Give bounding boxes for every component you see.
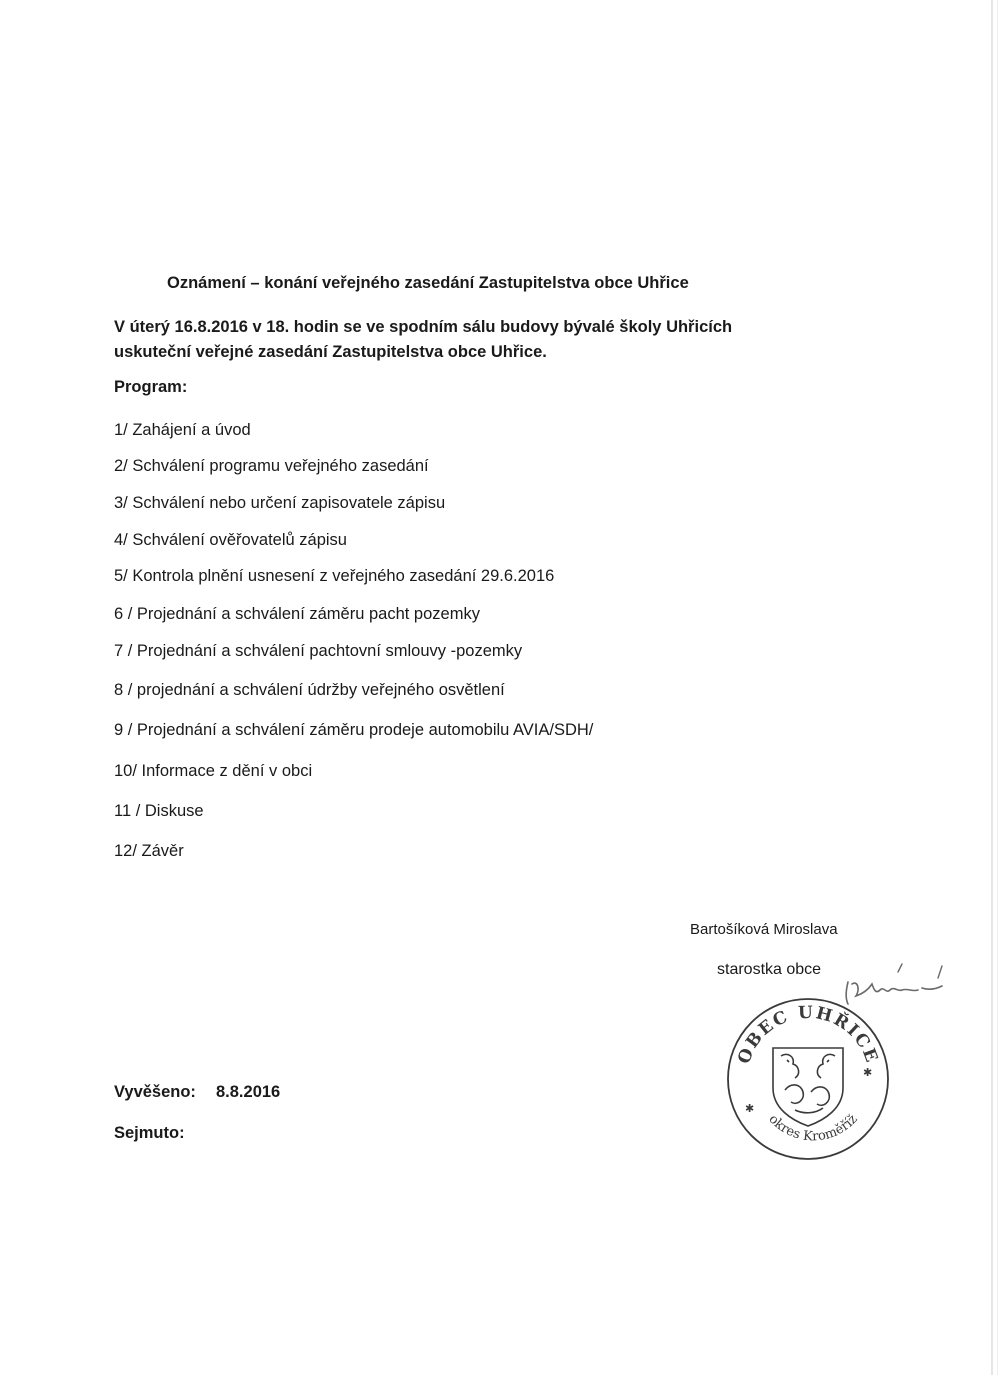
agenda-item: 3/ Schválení nebo určení zapisovatele zápisu xyxy=(114,494,446,512)
scan-edge xyxy=(991,0,993,1375)
coat-of-arms-icon xyxy=(773,1048,843,1126)
intro-line-1: V úterý 16.8.2016 v 18. hodin se ve spodním sálu budovy bývalé školy Uhřicích xyxy=(114,318,733,336)
municipal-stamp xyxy=(725,996,891,1162)
stamp-top-text: OBEC UHŘICE xyxy=(734,1002,882,1067)
agenda-item: 9 / Projednání a schválení záměru prodeje automobilu AVIA/SDH/ xyxy=(114,721,594,739)
posted-date: 8.8.2016 xyxy=(216,1083,281,1101)
signatory-role: starostka obce xyxy=(717,961,822,978)
removed-label: Sejmuto: xyxy=(114,1124,185,1142)
signatory-name: Bartošíková Miroslava xyxy=(690,921,838,938)
agenda-item: 4/ Schválení ověřovatelů zápisu xyxy=(114,531,347,549)
svg-text:✱: ✱ xyxy=(745,1102,755,1115)
agenda-item: 1/ Zahájení a úvod xyxy=(114,421,251,439)
svg-text:okres Kroměříž xyxy=(765,1112,860,1145)
posted-row xyxy=(114,1083,280,1102)
scan-edge xyxy=(997,0,998,1375)
agenda-item: 6 / Projednání a schválení záměru pacht pozemky xyxy=(114,605,480,623)
agenda-item: 12/ Závěr xyxy=(114,842,184,860)
notice-title: Oznámení – konání veřejného zasedání Zastupitelstva obce Uhřice xyxy=(167,274,689,292)
intro-line-2: uskuteční veřejné zasedání Zastupitelstva obce Uhřice. xyxy=(114,343,547,361)
agenda-item: 10/ Informace z dění v obci xyxy=(114,762,313,780)
program-label: Program: xyxy=(114,378,188,396)
agenda-item: 11 / Diskuse xyxy=(114,802,204,820)
stamp-bottom-text: okres Kroměříž xyxy=(765,1111,861,1145)
svg-text:OBEC UHŘICE xyxy=(734,1003,882,1067)
svg-text:✱: ✱ xyxy=(863,1066,873,1079)
posted-label: Vyvěšeno: xyxy=(114,1083,196,1101)
agenda-item: 7 / Projednání a schválení pachtovní smlouvy -pozemky xyxy=(114,642,523,660)
agenda-item: 2/ Schválení programu veřejného zasedání xyxy=(114,457,429,475)
notice-intro xyxy=(114,315,732,365)
agenda-item: 5/ Kontrola plnění usnesení z veřejného zasedání 29.6.2016 xyxy=(114,567,555,585)
agenda-item: 8 / projednání a schválení údržby veřejného osvětlení xyxy=(114,681,505,699)
